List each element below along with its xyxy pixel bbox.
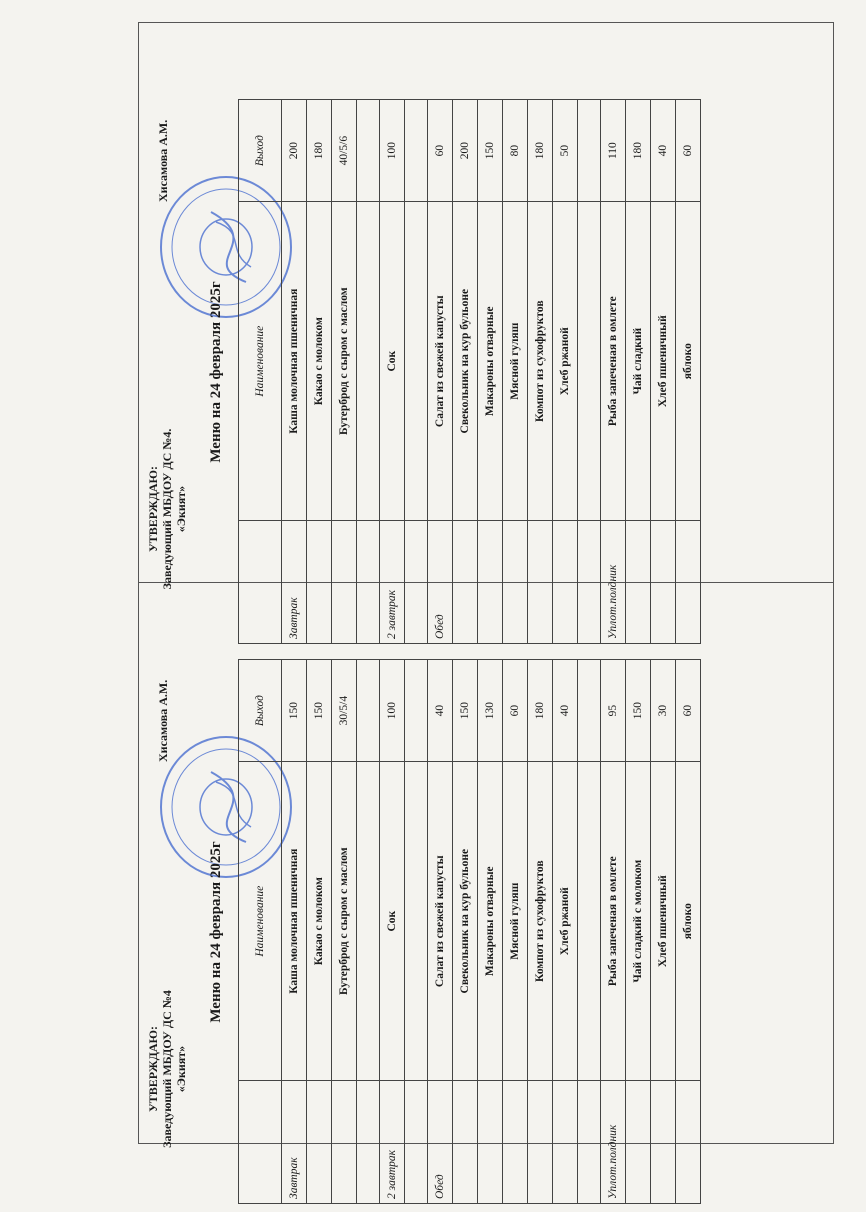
meal-cell xyxy=(651,1081,676,1204)
meal-cell xyxy=(453,521,478,644)
table-row xyxy=(578,660,601,1204)
meal-cell: Завтрак xyxy=(282,521,307,644)
dish-cell: Макароны отварные xyxy=(478,762,503,1081)
dish-cell xyxy=(405,202,428,521)
table-row xyxy=(676,100,701,644)
meal-cell: Уплот.полдник xyxy=(601,521,626,644)
output-cell: 95 xyxy=(601,660,626,762)
meal-cell xyxy=(453,1081,478,1204)
approval-line: «Экият» xyxy=(174,485,188,533)
table-row xyxy=(307,100,332,644)
table-row xyxy=(626,660,651,1204)
meal-cell xyxy=(332,521,357,644)
table-row xyxy=(503,660,528,1204)
table-row xyxy=(357,100,380,644)
dish-cell: Мясной гуляш xyxy=(503,762,528,1081)
output-cell: 30 xyxy=(651,660,676,762)
approval-line: УТВЕРЖДАЮ: xyxy=(146,465,160,553)
table-row xyxy=(332,100,357,644)
table-row xyxy=(307,660,332,1204)
menu-rows xyxy=(282,660,701,1204)
meal-cell xyxy=(503,521,528,644)
meal-cell xyxy=(357,1081,380,1204)
output-cell: 150 xyxy=(282,660,307,762)
meal-cell xyxy=(578,1081,601,1204)
dish-cell: Сок xyxy=(380,762,405,1081)
meal-cell xyxy=(357,521,380,644)
output-cell: 30/5/4 xyxy=(332,660,357,762)
output-cell: 200 xyxy=(453,100,478,202)
dish-cell: Компот из сухофруктов xyxy=(528,762,553,1081)
table-row xyxy=(357,660,380,1204)
table-row xyxy=(282,660,307,1204)
meal-cell xyxy=(478,1081,503,1204)
table-row xyxy=(528,660,553,1204)
table-header-row xyxy=(239,100,282,644)
meal-cell: 2 завтрак xyxy=(380,521,405,644)
output-cell: 60 xyxy=(676,660,701,762)
meal-cell xyxy=(405,521,428,644)
meal-cell: Обед xyxy=(428,1081,453,1204)
dish-cell: Чай сладкий с молоком xyxy=(626,762,651,1081)
output-cell: 150 xyxy=(626,660,651,762)
table-row xyxy=(478,660,503,1204)
meal-cell xyxy=(528,521,553,644)
meal-cell: Уплот.полдник xyxy=(601,1081,626,1204)
dish-cell: Макароны отварные xyxy=(478,202,503,521)
dish-cell: Рыба запеченая в омлете xyxy=(601,762,626,1081)
output-cell xyxy=(357,660,380,762)
table-header-row xyxy=(239,660,282,1204)
meal-cell xyxy=(405,1081,428,1204)
meal-cell: 2 завтрак xyxy=(380,1081,405,1204)
table-row xyxy=(553,100,578,644)
output-cell: 180 xyxy=(528,660,553,762)
meal-cell xyxy=(332,1081,357,1204)
output-cell: 50 xyxy=(553,100,578,202)
dish-cell xyxy=(578,202,601,521)
table-row xyxy=(651,100,676,644)
output-cell: 40 xyxy=(428,660,453,762)
meal-cell xyxy=(553,521,578,644)
table-row xyxy=(428,660,453,1204)
table-row xyxy=(478,100,503,644)
dish-cell xyxy=(357,202,380,521)
signer-name: Хисамова А.М. xyxy=(156,679,170,762)
meal-cell: Обед xyxy=(428,521,453,644)
dish-cell: Рыба запеченая в омлете xyxy=(601,202,626,521)
table-row xyxy=(428,100,453,644)
table-row xyxy=(380,100,405,644)
output-cell: 100 xyxy=(380,100,405,202)
meal-cell xyxy=(478,521,503,644)
table-row xyxy=(453,100,478,644)
output-cell xyxy=(357,100,380,202)
menu-title: Меню на 24 февраля 2025г xyxy=(208,281,224,463)
table-row xyxy=(601,660,626,1204)
output-cell: 60 xyxy=(428,100,453,202)
table-row xyxy=(553,660,578,1204)
meal-cell xyxy=(626,521,651,644)
output-cell: 110 xyxy=(601,100,626,202)
output-cell: 200 xyxy=(282,100,307,202)
table-row xyxy=(380,660,405,1204)
meal-cell xyxy=(651,521,676,644)
output-cell: 60 xyxy=(676,100,701,202)
meal-cell xyxy=(578,521,601,644)
table-row xyxy=(405,100,428,644)
meal-cell xyxy=(553,1081,578,1204)
dish-cell: яблоко xyxy=(676,202,701,521)
signer-name: Хисамова А.М. xyxy=(156,119,170,202)
dish-cell: Салат из свежей капусты xyxy=(428,202,453,521)
meal-cell xyxy=(307,1081,332,1204)
table-row xyxy=(676,660,701,1204)
dish-cell: Салат из свежей капусты xyxy=(428,762,453,1081)
dish-cell: Мясной гуляш xyxy=(503,202,528,521)
dish-cell: Каша молочная пшеничная xyxy=(282,762,307,1081)
dish-cell: Чай сладкий xyxy=(626,202,651,521)
table-row xyxy=(626,100,651,644)
output-cell: 40/5/6 xyxy=(332,100,357,202)
meal-cell xyxy=(676,1081,701,1204)
header-output: Выход xyxy=(239,660,282,762)
dish-cell: Какао с молоком xyxy=(307,762,332,1081)
dish-cell xyxy=(357,762,380,1081)
table-row xyxy=(332,660,357,1204)
output-cell: 180 xyxy=(307,100,332,202)
dish-cell: Свекольник на кур бульоне xyxy=(453,202,478,521)
output-cell xyxy=(405,100,428,202)
dish-cell: Какао с молоком xyxy=(307,202,332,521)
approval-line: Заведующий МБДОУ ДС №4 xyxy=(160,990,174,1148)
header-meal xyxy=(239,1081,282,1204)
output-cell: 150 xyxy=(453,660,478,762)
dish-cell: Хлеб ржаной xyxy=(553,762,578,1081)
table-row xyxy=(453,660,478,1204)
output-cell: 40 xyxy=(651,100,676,202)
table-row xyxy=(405,660,428,1204)
output-cell: 100 xyxy=(380,660,405,762)
table-row xyxy=(503,100,528,644)
menu-title: Меню на 24 февраля 2025г xyxy=(208,841,224,1023)
table-row xyxy=(578,100,601,644)
dish-cell: Хлеб пшеничный xyxy=(651,202,676,521)
output-cell: 150 xyxy=(478,100,503,202)
dish-cell: яблоко xyxy=(676,762,701,1081)
meal-cell xyxy=(307,521,332,644)
dish-cell: Хлеб ржаной xyxy=(553,202,578,521)
header-name: Наименование xyxy=(239,202,282,521)
menu-copy-bottom xyxy=(138,652,832,1212)
approval-block xyxy=(146,384,188,634)
approval-line: УТВЕРЖДАЮ: xyxy=(146,1025,160,1113)
meal-cell: Завтрак xyxy=(282,1081,307,1204)
menu-rows xyxy=(282,100,701,644)
dish-cell: Бутерброд с сыром с маслом xyxy=(332,202,357,521)
menu-table xyxy=(238,659,701,1204)
dish-cell: Хлеб пшеничный xyxy=(651,762,676,1081)
dish-cell xyxy=(405,762,428,1081)
output-cell: 60 xyxy=(503,660,528,762)
approval-line: Заведующий МБДОУ ДС №4. xyxy=(160,428,174,590)
output-cell: 180 xyxy=(626,100,651,202)
dish-cell: Сок xyxy=(380,202,405,521)
output-cell: 180 xyxy=(528,100,553,202)
meal-cell xyxy=(676,521,701,644)
approval-line: «Экият» xyxy=(174,1045,188,1093)
dish-cell: Бутерброд с сыром с маслом xyxy=(332,762,357,1081)
meal-cell xyxy=(503,1081,528,1204)
output-cell: 150 xyxy=(307,660,332,762)
output-cell: 40 xyxy=(553,660,578,762)
meal-cell xyxy=(626,1081,651,1204)
table-row xyxy=(282,100,307,644)
table-row xyxy=(528,100,553,644)
menu-copy-top xyxy=(138,92,832,652)
header-output: Выход xyxy=(239,100,282,202)
dish-cell: Компот из сухофруктов xyxy=(528,202,553,521)
output-cell xyxy=(405,660,428,762)
output-cell xyxy=(578,100,601,202)
table-row xyxy=(601,100,626,644)
output-cell xyxy=(578,660,601,762)
approval-block xyxy=(146,944,188,1194)
meal-cell xyxy=(528,1081,553,1204)
dish-cell: Каша молочная пшеничная xyxy=(282,202,307,521)
dish-cell xyxy=(578,762,601,1081)
output-cell: 80 xyxy=(503,100,528,202)
dish-cell: Свекольник на кур бульоне xyxy=(453,762,478,1081)
output-cell: 130 xyxy=(478,660,503,762)
header-meal xyxy=(239,521,282,644)
table-row xyxy=(651,660,676,1204)
menu-table xyxy=(238,99,701,644)
header-name: Наименование xyxy=(239,762,282,1081)
